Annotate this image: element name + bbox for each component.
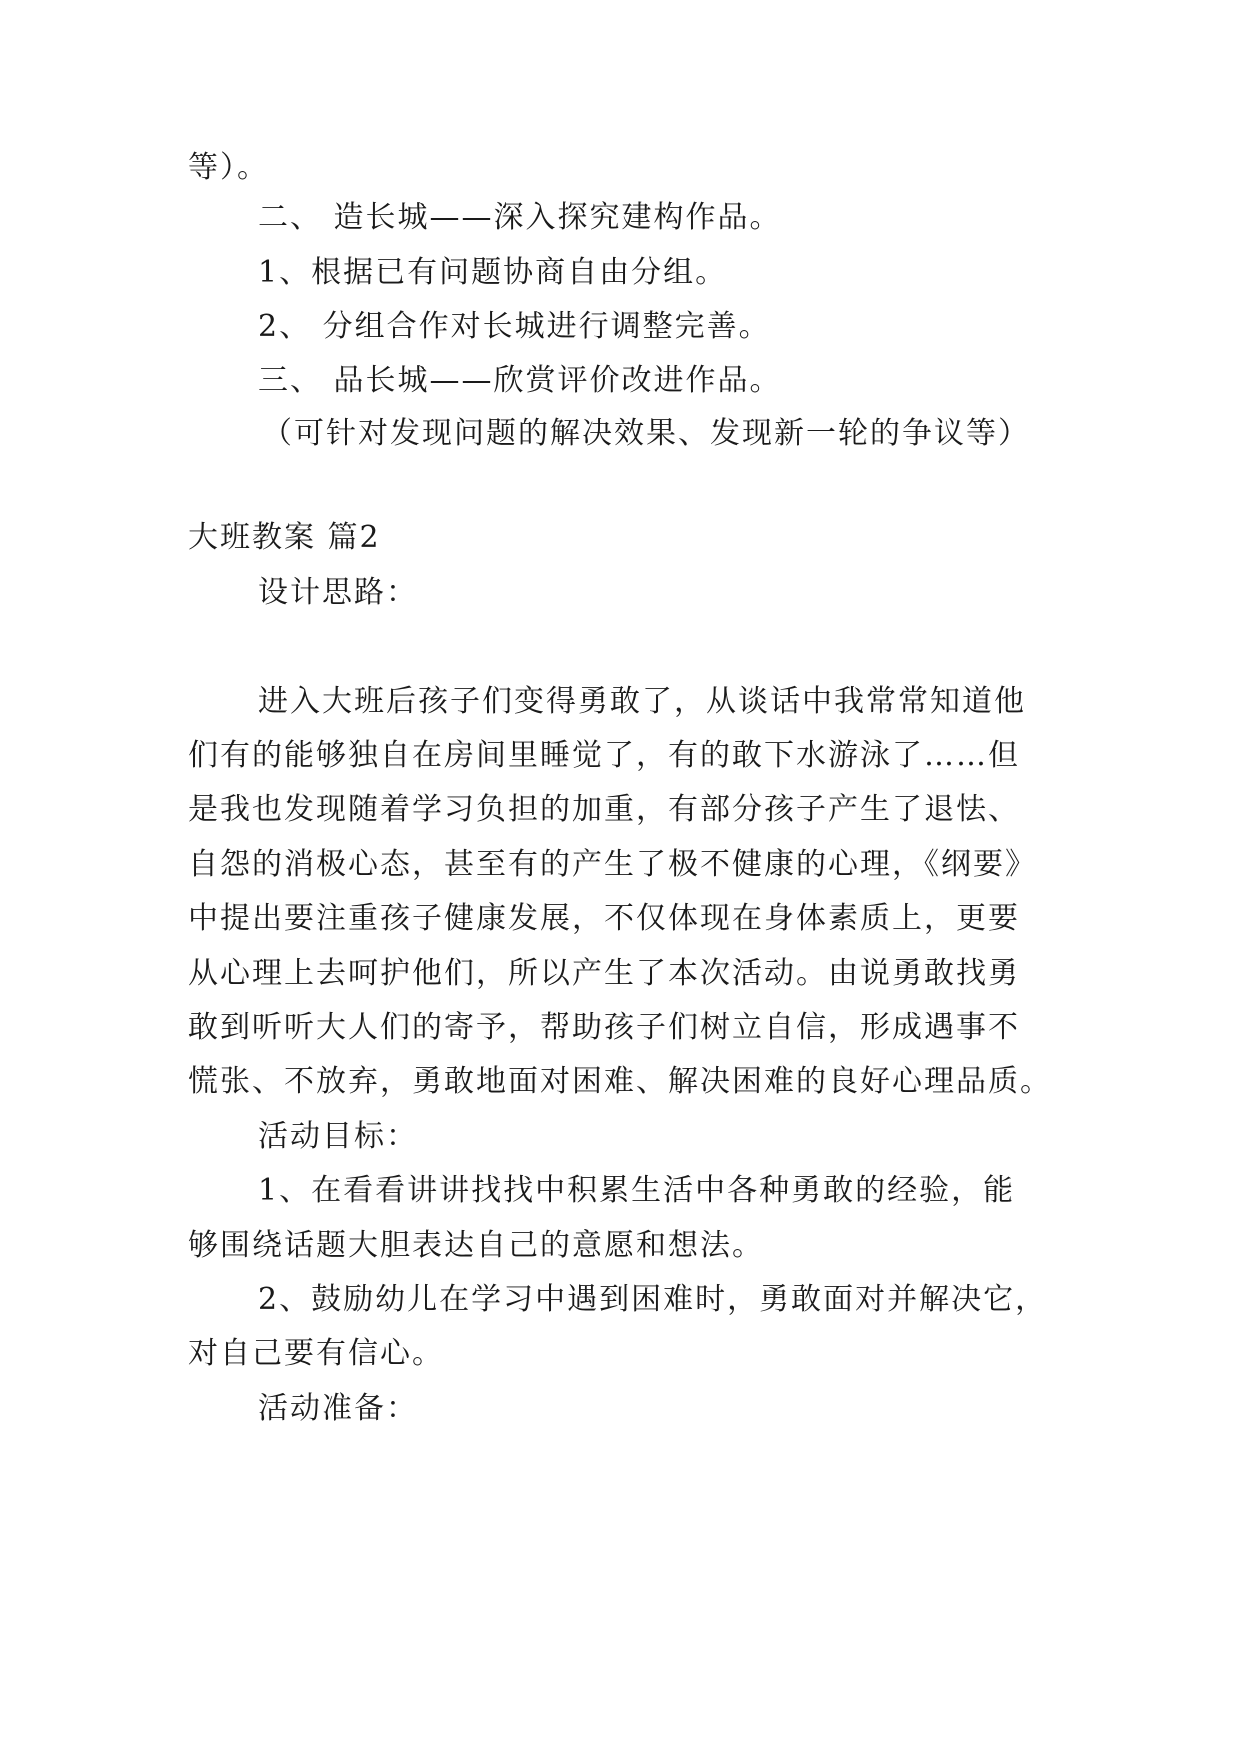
section-heading-appreciate-great-wall: 三、 品长城——欣赏评价改进作品。	[258, 363, 782, 398]
continuation-text: 等）。	[188, 150, 269, 185]
design-paragraph-line: 从心理上去呵护他们，所以产生了本次活动。由说勇敢找勇	[188, 956, 1020, 991]
lesson-title: 大班教案 篇2	[188, 520, 381, 555]
goal-2-line: 对自己要有信心。	[188, 1336, 444, 1371]
design-paragraph-line: 是我也发现随着学习负担的加重，有部分孩子产生了退怯、	[188, 792, 1020, 827]
goals-label: 活动目标：	[258, 1119, 418, 1154]
section-note: （可针对发现问题的解决效果、发现新一轮的争议等）	[262, 416, 1030, 451]
design-paragraph-line: 自怨的消极心态，甚至有的产生了极不健康的心理，《纲要》	[188, 847, 1037, 882]
prep-label: 活动准备：	[258, 1391, 418, 1426]
design-paragraph-line: 进入大班后孩子们变得勇敢了，从谈话中我常常知道他	[258, 684, 1026, 719]
list-item-grouping: 1、根据已有问题协商自由分组。	[258, 255, 728, 290]
design-label: 设计思路：	[258, 575, 418, 610]
goal-2-line: 2、鼓励幼儿在学习中遇到困难时，勇敢面对并解决它，	[258, 1282, 1048, 1317]
goal-1-line: 够围绕话题大胆表达自己的意愿和想法。	[188, 1228, 764, 1263]
design-paragraph-line: 中提出要注重孩子健康发展，不仅体现在身体素质上，更要	[188, 901, 1020, 936]
design-paragraph-line: 们有的能够独自在房间里睡觉了，有的敢下水游泳了……但	[188, 738, 1020, 773]
section-heading-build-great-wall: 二、 造长城——深入探究建构作品。	[258, 200, 782, 235]
goal-1-line: 1、在看看讲讲找找中积累生活中各种勇敢的经验，能	[258, 1173, 1016, 1208]
design-paragraph-line: 慌张、不放弃，勇敢地面对困难、解决困难的良好心理品质。	[188, 1064, 1052, 1099]
design-paragraph-line: 敢到听听大人们的寄予，帮助孩子们树立自信，形成遇事不	[188, 1010, 1020, 1045]
list-item-cooperation: 2、 分组合作对长城进行调整完善。	[258, 309, 771, 344]
